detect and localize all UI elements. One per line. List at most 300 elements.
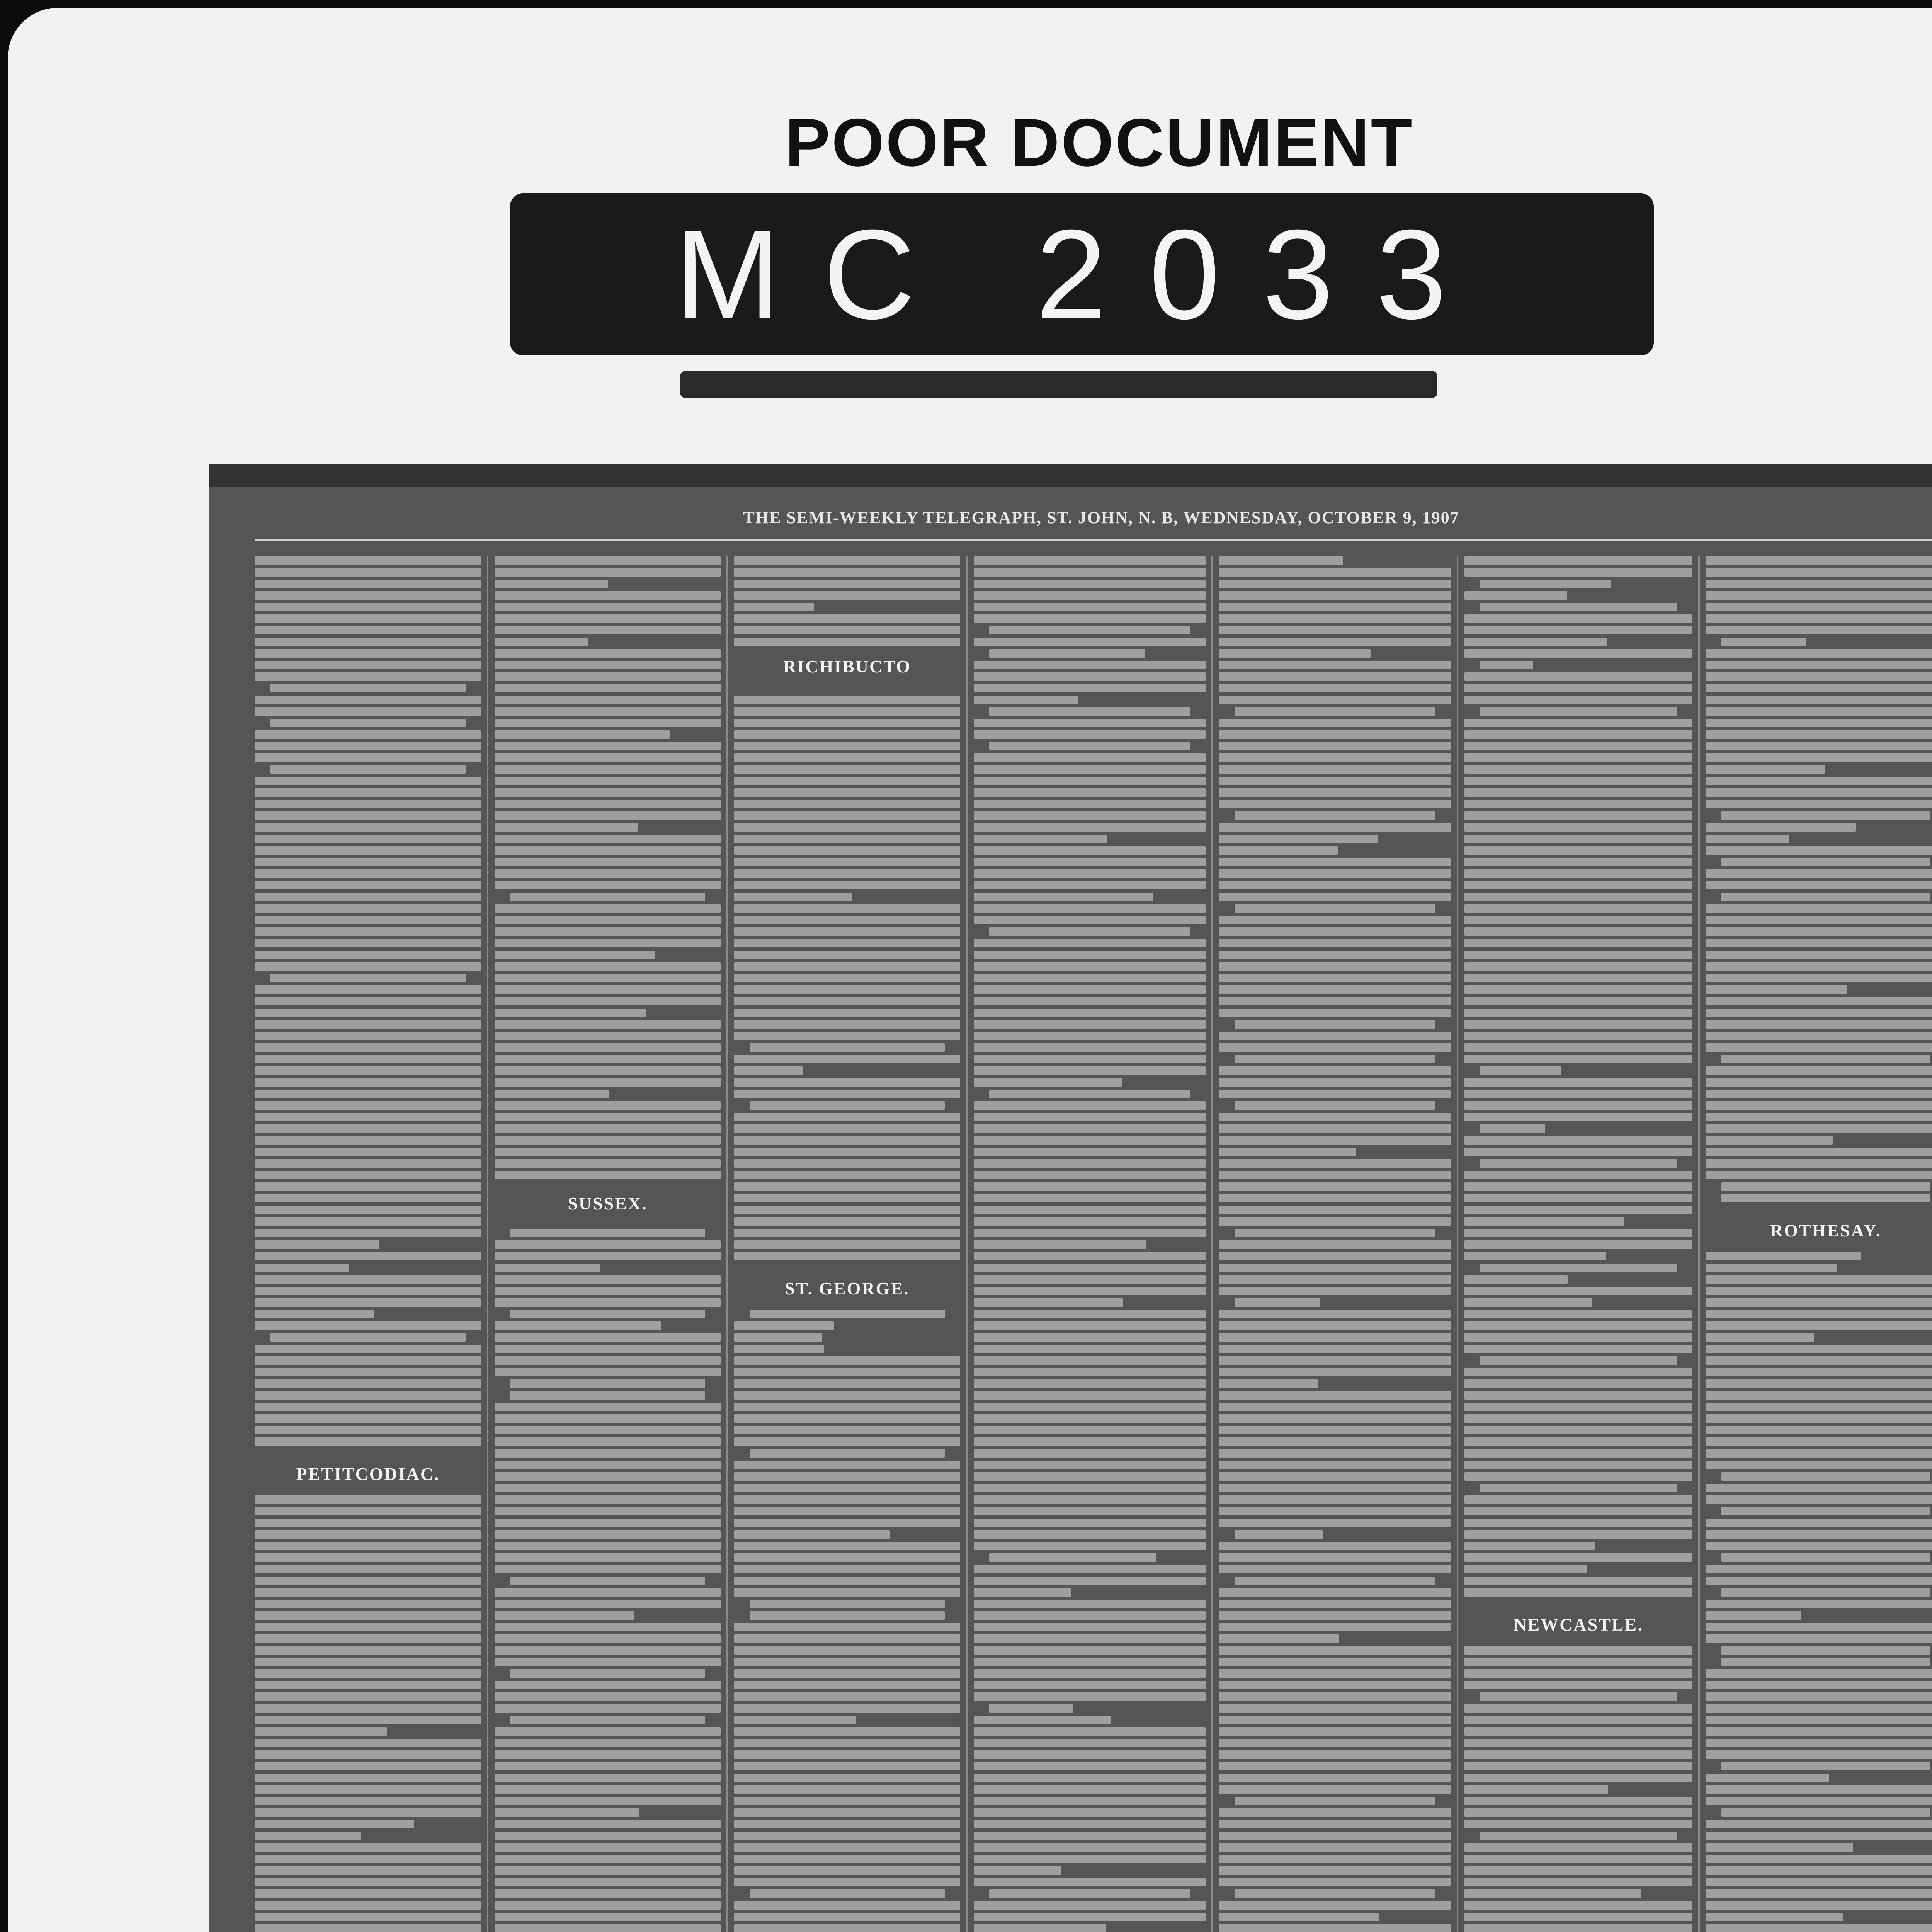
text-line [1235, 811, 1435, 820]
text-line [270, 1333, 466, 1342]
text-line [1219, 1820, 1451, 1828]
text-line [974, 1461, 1206, 1469]
text-line [1219, 1333, 1451, 1342]
text-line [495, 1623, 721, 1631]
column-rule [1211, 556, 1213, 1932]
text-line [974, 1843, 1206, 1852]
text-line [495, 1101, 721, 1110]
text-line [1706, 1577, 1932, 1585]
text-line [1464, 1762, 1692, 1770]
text-line [1464, 811, 1692, 820]
text-line [495, 1252, 721, 1260]
text-line [495, 580, 608, 588]
newspaper-page [209, 464, 1932, 1932]
text-line [1721, 638, 1806, 646]
text-line [255, 1379, 481, 1388]
text-line [974, 1275, 1206, 1284]
text-line [1464, 1901, 1692, 1910]
text-line [495, 1924, 721, 1932]
text-line [1706, 1889, 1932, 1898]
text-line [1706, 1113, 1932, 1121]
text-line [974, 1750, 1206, 1759]
text-line [974, 1565, 1206, 1573]
text-line [495, 1345, 721, 1353]
text-line [1464, 1739, 1692, 1747]
text-line [734, 1658, 960, 1666]
text-line [974, 1588, 1071, 1597]
text-line [1219, 1785, 1451, 1794]
text-line [495, 765, 721, 774]
text-line [734, 1461, 960, 1469]
text-line [974, 603, 1206, 611]
text-line [495, 1600, 721, 1608]
text-line [989, 649, 1145, 658]
text-line [1219, 823, 1451, 832]
text-line [495, 800, 721, 808]
text-line [1235, 1577, 1435, 1585]
text-line [1219, 1043, 1451, 1052]
text-line [255, 1774, 481, 1782]
text-line [974, 765, 1206, 774]
text-line [734, 1739, 960, 1747]
text-line [1706, 1356, 1932, 1365]
text-line [255, 1623, 481, 1631]
text-line [974, 614, 1206, 623]
text-line [734, 1913, 960, 1921]
text-line [1706, 684, 1932, 692]
text-line [974, 1298, 1123, 1307]
text-line [255, 591, 481, 600]
text-line [989, 626, 1190, 634]
text-line [495, 1797, 721, 1805]
text-line [255, 1785, 481, 1794]
newspaper-masthead: THE SEMI-WEEKLY TELEGRAPH, ST. JOHN, N. B, WEDNESDAY, OCTOBER 9, 1907 [743, 508, 1459, 527]
text-line [1219, 1704, 1451, 1713]
text-line [1706, 1391, 1932, 1400]
text-line [1464, 962, 1692, 971]
text-line [255, 1159, 481, 1168]
text-line [495, 1055, 721, 1063]
text-line [495, 1855, 721, 1863]
text-line [1219, 1437, 1451, 1446]
text-line [1235, 1530, 1323, 1539]
text-line [255, 1542, 481, 1550]
text-line [1706, 1032, 1932, 1040]
text-line [734, 1507, 960, 1515]
text-line [1706, 777, 1932, 785]
text-line [1706, 603, 1932, 611]
text-line [255, 1217, 481, 1226]
article-column [1219, 556, 1451, 1932]
text-line [1480, 1264, 1677, 1272]
text-line [734, 1090, 960, 1098]
text-line [255, 1762, 481, 1770]
text-line [989, 1704, 1073, 1713]
text-line [734, 626, 960, 634]
text-line [1464, 1287, 1692, 1295]
text-line [734, 1484, 960, 1492]
text-line [1464, 1716, 1692, 1724]
text-line [1464, 1577, 1692, 1585]
text-line [974, 1774, 1206, 1782]
text-line [974, 1333, 1206, 1342]
text-line [1706, 1692, 1932, 1701]
text-line [1219, 1426, 1451, 1434]
text-line [1219, 951, 1451, 959]
column-rule [726, 556, 728, 1932]
text-line [1706, 1287, 1932, 1295]
text-line [1219, 1634, 1339, 1643]
text-line [255, 1252, 481, 1260]
text-line [1219, 846, 1338, 855]
text-line [255, 1634, 481, 1643]
text-line [989, 707, 1190, 716]
text-line [1706, 1321, 1932, 1330]
text-line [734, 1866, 960, 1875]
text-line [734, 1797, 960, 1805]
text-line [1219, 1588, 1451, 1597]
text-line [1480, 1124, 1545, 1133]
text-line [255, 1669, 481, 1678]
text-line [1464, 1032, 1692, 1040]
text-line [974, 1414, 1206, 1423]
text-line [734, 1553, 960, 1562]
text-line [734, 591, 960, 600]
text-line [1464, 1217, 1624, 1226]
text-line [495, 1403, 721, 1411]
text-line [495, 1113, 721, 1121]
text-line [1219, 1403, 1451, 1411]
text-line [1480, 661, 1533, 669]
text-line [1464, 1750, 1692, 1759]
text-line [1219, 1032, 1451, 1040]
text-line [1219, 1669, 1451, 1678]
text-line [750, 1043, 945, 1052]
text-line [255, 1391, 481, 1400]
text-line [974, 1194, 1206, 1202]
text-line [1464, 1588, 1692, 1597]
text-line [974, 788, 1206, 797]
text-line [974, 568, 1206, 577]
text-line [974, 811, 1206, 820]
text-line [734, 1403, 960, 1411]
text-line [1706, 730, 1932, 739]
text-line [734, 603, 814, 611]
text-line [974, 1634, 1206, 1643]
text-line [1464, 1542, 1595, 1550]
text-line [734, 1762, 960, 1770]
text-line [974, 730, 1206, 739]
text-line [255, 1032, 481, 1040]
text-line [1235, 1101, 1435, 1110]
text-line [734, 869, 960, 878]
text-line [734, 1171, 960, 1179]
text-line [255, 1750, 481, 1759]
text-line [1464, 1878, 1692, 1886]
text-line [510, 1379, 705, 1388]
text-line [1219, 1553, 1451, 1562]
text-line [734, 1692, 960, 1701]
text-line [974, 1600, 1206, 1608]
text-line [495, 638, 588, 646]
text-line [495, 696, 721, 704]
text-line [255, 1843, 481, 1852]
text-line [1219, 1600, 1451, 1608]
text-line [1706, 823, 1856, 832]
text-line [495, 939, 721, 947]
text-line [255, 800, 481, 808]
text-line [1480, 1159, 1677, 1168]
text-line [255, 904, 481, 913]
text-line [734, 974, 960, 982]
text-line [255, 1808, 481, 1817]
text-line [255, 916, 481, 924]
text-line [734, 1136, 960, 1145]
text-line [1464, 742, 1692, 750]
text-line [1464, 1148, 1692, 1156]
text-line [1219, 1240, 1451, 1249]
text-line [495, 1333, 721, 1342]
text-line [495, 1287, 721, 1295]
text-line [255, 1681, 481, 1689]
text-line [1219, 765, 1451, 774]
text-line [734, 1542, 960, 1550]
text-line [1480, 1484, 1677, 1492]
text-line [495, 1692, 721, 1701]
text-line [1706, 962, 1932, 971]
article-column [1706, 556, 1932, 1932]
text-line [255, 1298, 481, 1307]
text-line [495, 1681, 721, 1689]
text-line [734, 1519, 960, 1527]
text-line [974, 1530, 1206, 1539]
text-line [974, 1148, 1206, 1156]
text-line [495, 846, 721, 855]
text-line [255, 1206, 481, 1214]
text-line [255, 568, 481, 577]
text-line [974, 1646, 1206, 1655]
text-line [734, 1113, 960, 1121]
text-line [255, 1287, 481, 1295]
text-line [255, 1078, 481, 1087]
text-line [1706, 1124, 1932, 1133]
text-line [974, 1426, 1206, 1434]
text-line [974, 1577, 1206, 1585]
text-line [1706, 1611, 1801, 1620]
text-line [255, 1009, 481, 1017]
text-line [1706, 1403, 1932, 1411]
text-line [1464, 1565, 1587, 1573]
text-line [1706, 1066, 1932, 1075]
text-line [255, 1240, 379, 1249]
text-line [974, 1762, 1206, 1770]
text-line [1464, 904, 1692, 913]
text-line [1464, 1774, 1692, 1782]
text-line [974, 1507, 1206, 1515]
text-line [255, 985, 481, 994]
text-line [1706, 916, 1932, 924]
text-line [734, 1055, 960, 1063]
text-line [1219, 1681, 1451, 1689]
text-line [734, 811, 960, 820]
text-line [734, 1646, 960, 1655]
text-line [974, 1542, 1206, 1550]
text-line [1219, 1414, 1451, 1423]
text-line [734, 1124, 960, 1133]
text-line [1464, 1437, 1692, 1446]
text-line [1219, 626, 1451, 634]
text-line [734, 1855, 960, 1863]
text-line [495, 788, 721, 797]
text-line [1706, 1565, 1932, 1573]
text-line [734, 800, 960, 808]
text-line [1464, 858, 1692, 866]
text-line [974, 1368, 1206, 1376]
text-line [255, 823, 481, 832]
text-line [255, 580, 481, 588]
text-line [1721, 1553, 1930, 1562]
text-line [1480, 580, 1611, 588]
text-line [1464, 777, 1692, 785]
text-line [495, 1484, 721, 1492]
article-column [974, 556, 1206, 1932]
text-line [1706, 1090, 1932, 1098]
text-line [255, 1414, 481, 1423]
text-line [255, 1901, 481, 1910]
text-line [255, 1136, 481, 1145]
text-line [1464, 1658, 1692, 1666]
text-line [1464, 556, 1692, 565]
text-line [510, 1229, 705, 1237]
text-line [495, 823, 638, 832]
text-line [974, 1379, 1206, 1388]
text-line [495, 1727, 721, 1736]
text-line [255, 1264, 349, 1272]
text-line [1219, 638, 1451, 646]
text-line [734, 1009, 960, 1017]
text-line [1721, 1808, 1930, 1817]
text-line [1464, 1495, 1692, 1504]
text-line [255, 1229, 481, 1237]
text-line [495, 730, 670, 739]
text-line [1464, 1449, 1692, 1458]
text-line [974, 1066, 1206, 1075]
text-line [734, 1240, 960, 1249]
text-line [1219, 1171, 1451, 1179]
text-line [495, 1739, 721, 1747]
text-line [750, 1101, 945, 1110]
text-line [495, 1611, 634, 1620]
text-line [255, 997, 481, 1005]
text-line [734, 1774, 960, 1782]
text-line [989, 1889, 1190, 1898]
text-line [1235, 1229, 1435, 1237]
text-line [495, 1090, 609, 1098]
text-line [255, 1124, 481, 1133]
text-line [1219, 1368, 1451, 1376]
text-line [495, 626, 721, 634]
text-line [1706, 1727, 1932, 1736]
text-line [734, 1437, 960, 1446]
text-line [1706, 904, 1932, 913]
text-line [734, 777, 960, 785]
text-line [1706, 742, 1932, 750]
text-line [495, 1785, 721, 1794]
text-line [495, 1820, 721, 1828]
text-line [974, 1391, 1206, 1400]
text-line [1235, 1797, 1435, 1805]
text-line [974, 962, 1206, 971]
text-line [495, 1461, 721, 1469]
text-line [495, 1009, 646, 1017]
text-line [1706, 1461, 1932, 1469]
text-line [1464, 1797, 1692, 1805]
text-line [1464, 1333, 1692, 1342]
text-line [1219, 1461, 1451, 1469]
text-line [1721, 893, 1930, 901]
text-line [1219, 1611, 1451, 1620]
text-line [974, 672, 1206, 681]
text-line [734, 1472, 960, 1481]
text-line [255, 1495, 481, 1504]
text-line [1464, 1530, 1692, 1539]
text-line [974, 1287, 1206, 1295]
text-line [1219, 603, 1451, 611]
text-line [1706, 1020, 1932, 1029]
text-line [255, 1113, 481, 1121]
text-line [255, 1611, 481, 1620]
text-line [1219, 1009, 1451, 1017]
poor-document-banner: POOR DOCUMENT [785, 105, 1414, 180]
text-line [1706, 1495, 1932, 1504]
section-heading: SUSSEX. [568, 1194, 648, 1213]
text-line [1721, 1658, 1930, 1666]
text-line [1706, 719, 1932, 727]
text-line [974, 823, 1206, 832]
text-line [974, 719, 1206, 727]
paper-top-edge [209, 464, 1932, 487]
text-line [1706, 1136, 1833, 1145]
text-line [734, 707, 960, 716]
text-line [974, 1901, 1206, 1910]
text-line [1219, 1495, 1451, 1504]
text-line [1219, 1113, 1451, 1121]
text-line [495, 835, 721, 843]
text-line [734, 985, 960, 994]
text-line [495, 1032, 721, 1040]
text-line [1219, 997, 1451, 1005]
column-rule [1698, 556, 1700, 1932]
text-line [1219, 614, 1451, 623]
text-line [1706, 869, 1932, 878]
text-line [1706, 1820, 1932, 1828]
text-line [1219, 1727, 1451, 1736]
text-line [1464, 1229, 1692, 1237]
text-line [974, 1449, 1206, 1458]
text-line [1219, 1762, 1451, 1770]
text-line [495, 1449, 721, 1458]
text-line [495, 1553, 721, 1562]
text-line [1464, 927, 1692, 936]
text-line [1219, 730, 1451, 739]
text-line [1706, 1600, 1932, 1608]
text-line [495, 753, 721, 762]
text-line [1219, 1646, 1451, 1655]
text-line [1706, 1264, 1837, 1272]
text-line [974, 1356, 1206, 1365]
text-line [1464, 1171, 1692, 1179]
text-line [734, 951, 960, 959]
